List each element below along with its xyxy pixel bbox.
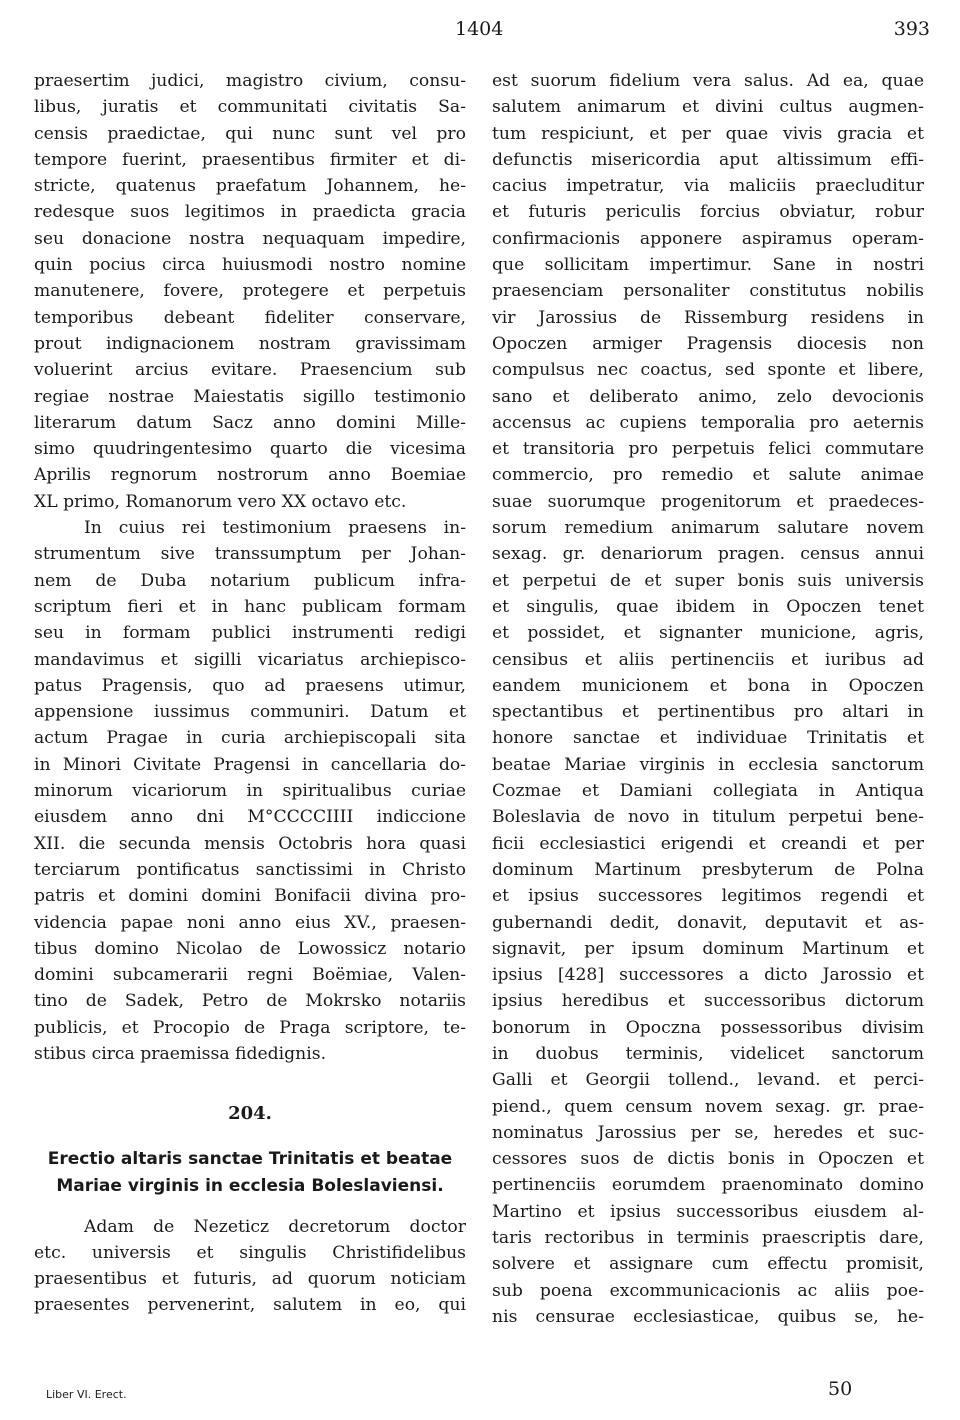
text-line: signavit, per ipsum dominum Martinum et [492, 938, 924, 959]
left-paragraph-adam [34, 1214, 466, 1319]
text-line: suae suorumque progenitorum et praedeces- [492, 491, 924, 512]
text-line: patus Pragensis, quo ad praesens utimur, [34, 675, 466, 696]
text-line: nis censurae ecclesiasticae, quibus se, he- [492, 1306, 924, 1327]
text-line: actum Pragae in curia archiepiscopali sita [34, 728, 466, 749]
text-line: taris rectoribus in terminis praescriptis dare, [492, 1228, 924, 1249]
text-line: voluerint arcius evitare. Praesencium sub [34, 360, 466, 381]
text-line: redesque suos legitimos in praedicta gracia [34, 202, 466, 223]
text-line: eandem municionem et bona in Opoczen [492, 675, 924, 696]
text-line: publicis, et Procopio de Praga scriptore, te- [34, 1017, 466, 1038]
footer-sheet-number: 50 [828, 1378, 853, 1400]
text-line: XL primo, Romanorum vero XX octavo etc. [34, 491, 407, 512]
text-line: et singulis, quae ibidem in Opoczen tenet [492, 596, 924, 617]
text-line: temporibus debeant fideliter conservare, [34, 307, 466, 328]
text-line: Opoczen armiger Pragensis diocesis non [492, 333, 924, 354]
text-line: manutenere, fovere, protegere et perpetuis [34, 281, 466, 302]
text-line: censis praedictae, qui nunc sunt vel pro [34, 123, 466, 144]
text-line: accensus ac cupiens temporalia pro aeternis [492, 412, 924, 433]
document-number: 204. [228, 1103, 272, 1125]
text-line: in duobus terminis, videlicet sanctorum [492, 1043, 924, 1064]
text-line: patris et domini domini Bonifacii divina pro- [34, 886, 466, 907]
text-line: Adam de Nezeticz decretorum doctor [84, 1216, 466, 1237]
text-line: Galli et Georgii tollend., levand. et perci- [492, 1070, 924, 1091]
text-line: strumentum sive transsumptum per Johan- [34, 544, 466, 565]
text-line: libus, juratis et communitati civitatis Sa- [34, 97, 466, 118]
text-line: spectantibus et pertinentibus pro altari in [492, 702, 924, 723]
text-line: et futuris periculis forcius obviatur, robur [492, 202, 924, 223]
text-line: videncia papae noni anno eius XV., praesen- [34, 912, 466, 933]
footer-signature: Liber VI. Erect. [46, 1388, 127, 1401]
text-line: compulsus nec coactus, sed sponte et libere, [492, 360, 924, 381]
text-line: et transitoria pro perpetuis felici commutare [492, 439, 924, 460]
text-line: sorum remedium animarum salutare novem [492, 518, 924, 539]
text-line: confirmacionis apponere aspiramus operam- [492, 228, 924, 249]
text-line: dominum Martinum presbyterum de Polna [492, 859, 924, 880]
text-line: ipsius heredibus et successoribus dictorum [492, 991, 924, 1012]
text-line: Cozmae et Damiani collegiata in Antiqua [492, 781, 924, 802]
document-title-line: Mariae virginis in ecclesia Boleslaviensi. [56, 1175, 444, 1196]
text-line: honore sanctae et individuae Trinitatis et [492, 728, 924, 749]
text-line: et ipsius successores legitimos regendi et [492, 886, 924, 907]
text-line: Martino et ipsius successoribus eiusdem al- [492, 1201, 924, 1222]
right-column [492, 68, 924, 1330]
text-line: sexag. gr. denariorum pragen. census annui [492, 544, 924, 565]
text-line: commercio, pro remedio et salute animae [492, 465, 924, 486]
text-line: tempore fuerint, praesentibus firmiter et di- [34, 149, 466, 170]
text-line: etc. universis et singulis Christifidelibus [34, 1242, 466, 1263]
text-line: literarum datum Sacz anno domini Mille- [34, 412, 466, 433]
text-line: in Minori Civitate Pragensi in cancellaria do- [34, 754, 466, 775]
text-line: tibus domino Nicolao de Lowossicz notario [34, 938, 466, 959]
text-line: nominatus Jarossius per se, heredes et suc- [492, 1122, 924, 1143]
text-line: praesertim judici, magistro civium, consu- [34, 71, 466, 91]
text-line: defunctis misericordia aput altissimum effi- [492, 149, 924, 170]
text-line: tum respiciunt, et per quae vivis gracia et [492, 123, 924, 144]
text-line: stibus circa praemissa fidedignis. [34, 1043, 327, 1064]
text-line: est suorum fidelium vera salus. Ad ea, quae [492, 71, 924, 91]
text-line: scriptum fieri et in hanc publicam formam [34, 596, 466, 617]
text-line: sano et deliberato animo, zelo devocionis [492, 386, 924, 407]
right-paragraph [492, 68, 924, 1330]
text-line: eiusdem anno dni M°CCCCIIII indiccione [34, 807, 466, 828]
text-line: seu donacione nostra nequaquam impedire, [34, 228, 466, 249]
text-line: bonorum in Opoczna possessoribus divisim [492, 1017, 924, 1038]
text-line: Aprilis regnorum nostrorum anno Boemiae [34, 465, 466, 486]
document-title-line: Erectio altaris sanctae Trinitatis et beatae [47, 1148, 453, 1169]
text-line: vir Jarossius de Rissemburg residens in [492, 307, 924, 328]
text-line: quin pocius circa huiusmodi nostro nomine [34, 255, 466, 276]
header-page-number: 393 [893, 18, 930, 40]
text-line: ipsius [428] successores a dicto Jarossio et [492, 965, 924, 986]
text-line: prout indignacionem nostram gravissimam [34, 333, 466, 354]
text-line: cacius impetratur, via maliciis praecluditur [492, 176, 924, 197]
text-line: cessores suos de dictis bonis in Opoczen et [492, 1149, 924, 1170]
left-column [34, 68, 466, 1319]
text-line: mandavimus et sigilli vicariatus archiepisco- [34, 649, 466, 670]
text-line: XII. die secunda mensis Octobris hora quasi [34, 833, 466, 854]
text-line: praesenciam personaliter constitutus nobilis [492, 281, 924, 302]
left-paragraph-testimonium [34, 515, 466, 1067]
text-line: censibus et aliis pertinenciis et iuribus ad [492, 649, 924, 670]
text-line: sub poena excommunicacionis ac aliis poe- [492, 1280, 924, 1301]
header-year: 1404 [455, 18, 504, 40]
text-line: domini subcamerarii regni Boëmiae, Valen- [34, 965, 466, 986]
text-line: In cuius rei testimonium praesens in- [84, 518, 466, 539]
left-paragraph-continuation [34, 68, 466, 515]
text-line: praesentes pervenerint, salutem in eo, qui [34, 1295, 466, 1316]
text-line: appensione iussimus communiri. Datum et [34, 702, 466, 723]
text-line: stricte, quatenus praefatum Johannem, he- [34, 176, 466, 197]
text-line: ficii ecclesiastici erigendi et creandi et per [492, 833, 924, 854]
text-line: nem de Duba notarium publicum infra- [34, 570, 466, 591]
text-line: simo quudringentesimo quarto die vicesima [34, 439, 466, 460]
text-line: beatae Mariae virginis in ecclesia sanctorum [492, 754, 924, 775]
text-line: piend., quem censum novem sexag. gr. prae- [492, 1096, 924, 1117]
text-line: et possidet, et signanter municione, agris, [492, 623, 924, 644]
text-line: minorum vicariorum in spiritualibus curiae [34, 781, 466, 802]
text-line: terciarum pontificatus sanctissimi in Christo [34, 859, 466, 880]
text-line: regiae nostrae Maiestatis sigillo testimonio [34, 386, 466, 407]
document-title [34, 1146, 466, 1200]
text-line: praesentibus et futuris, ad quorum noticiam [34, 1269, 466, 1290]
text-line: seu in formam publici instrumenti redigi [34, 623, 466, 644]
text-line: solvere et assignare cum effectu promisit, [492, 1254, 924, 1275]
text-line: salutem animarum et divini cultus augmen- [492, 97, 924, 118]
text-line: que sollicitam impertimur. Sane in nostri [492, 255, 924, 276]
text-line: Boleslavia de novo in titulum perpetui bene- [492, 807, 924, 828]
text-line: pertinenciis eorumdem praenominato domino [492, 1175, 924, 1196]
text-line: tino de Sadek, Petro de Mokrsko notariis [34, 991, 466, 1012]
text-line: gubernandi dedit, donavit, deputavit et as- [492, 912, 924, 933]
text-line: et perpetui de et super bonis suis universis [492, 570, 924, 591]
